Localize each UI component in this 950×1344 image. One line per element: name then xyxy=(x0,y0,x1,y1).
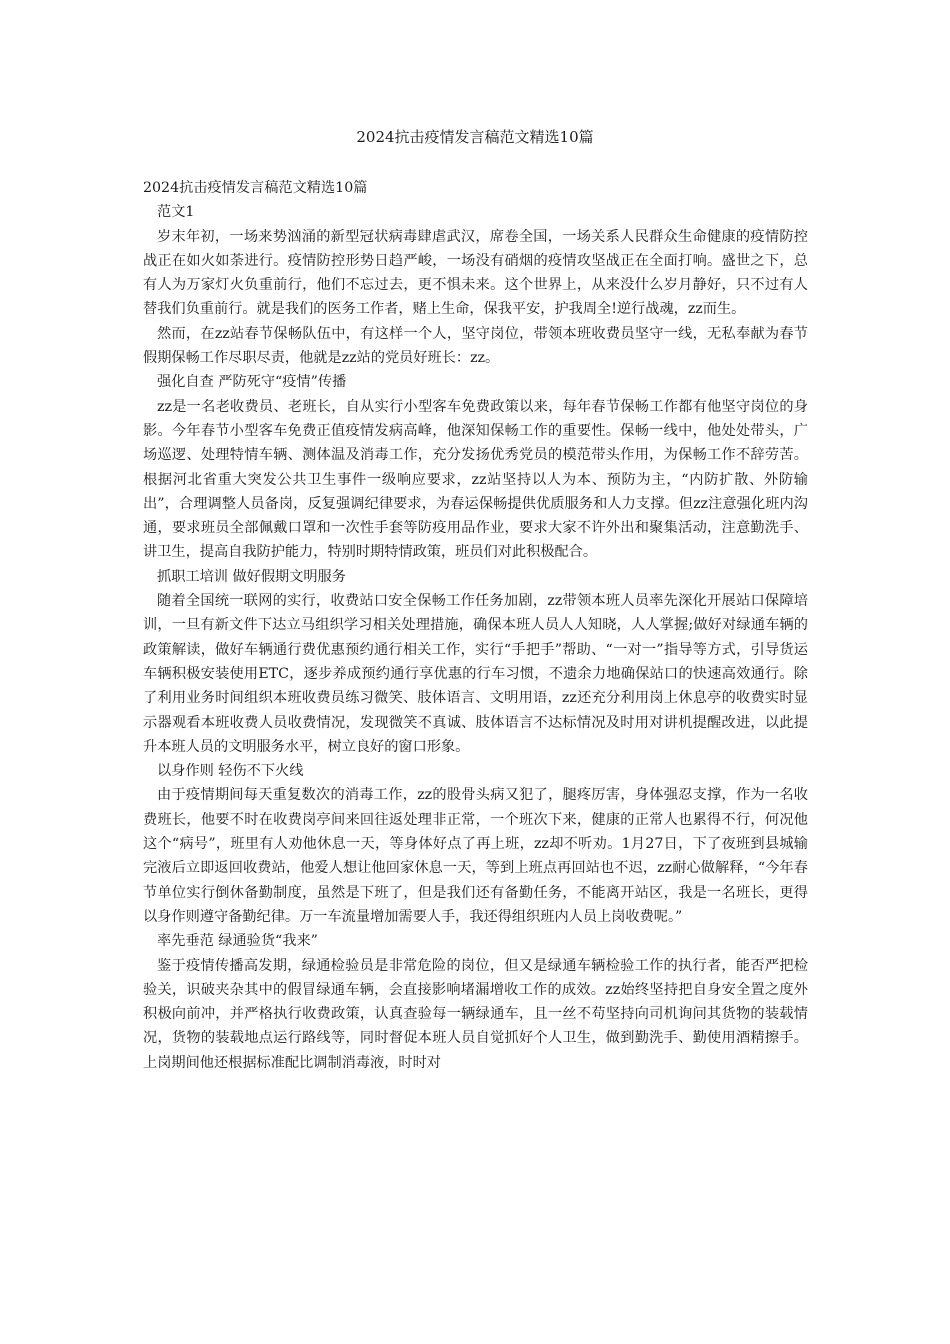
section-heading: 抓职工培训 做好假期文明服务 xyxy=(157,568,346,585)
section-heading: 强化自查 严防死守“疫情”传播 xyxy=(157,374,347,391)
section-heading: 以身作则 轻伤不下火线 xyxy=(157,763,304,780)
body-paragraph: 由于疫情期间每天重复数次的消毒工作，zz的股骨头病又犯了，腿疼厉害，身体强忍支撑，作为一名收费班长，他要不时在收费岗亭间来回往返处理非正常，一个班次下来，健康的正常人也累得不行，何况他这个“病号”，班里有人劝他休息一天，等身体好点了再上班，zz却不听劝。1月27日，下了夜班到县城输完液后立即返回收费站，他爱人想让他回家休息一天，等到上班点再回站也不迟，zz耐心做解释，“今年春节单位实行倒休备勤制度，虽然是下班了，但是我们还有备勤任务，不能离开站区，我是一名班长，更得以身作则遵守备勤纪律。万一车流量增加需要人手，我还得组织班内人员上岗收费呢。” xyxy=(143,787,808,925)
document-subtitle: 2024抗击疫情发言稿范文精选10篇 xyxy=(143,180,368,196)
section-label: 范文1 xyxy=(157,204,195,221)
document-body xyxy=(143,176,808,1075)
body-paragraph: 岁末年初，一场来势汹涌的新型冠状病毒肆虐武汉，席卷全国，一场关系人民群众生命健康的疫情防控战正在如火如荼进行。疫情防控形势日趋严峻，一场没有硝烟的疫情攻坚战正在全面打响。盛世之下，总有人为万家灯火负重前行，他们不忘过去，更不惧未来。这个世界上，从来没什么岁月静好，只不过有人替我们负重前行。就是我们的医务工作者，赌上生命，保我平安，护我周全!逆行战魂，zz而生。 xyxy=(143,228,808,318)
body-paragraph: 然而，在zz站春节保畅队伍中，有这样一个人，坚守岗位，带领本班收费员坚守一线，无私奉献为春节假期保畅工作尽职尽责，他就是zz站的党员好班长：zz。 xyxy=(143,325,808,367)
body-paragraph: zz是一名老收费员、老班长，自从实行小型客车免费政策以来，每年春节保畅工作都有他坚守岗位的身影。今年春节小型客车免费正值疫情发病高峰，他深知保畅工作的重要性。保畅一线中，他处处带头，广场巡逻、处理特情车辆、测体温及消毒工作，充分发扬优秀党员的模范带头作用，为保畅工作不辞劳苦。根据河北省重大突发公共卫生事件一级响应要求，zz站坚持以人为本、预防为主，“内防扩散、外防输出”，合理调整人员备岗，反复强调纪律要求，为春运保畅提供优质服务和人力支撑。但zz注意强化班内沟通，要求班员全部佩戴口罩和一次性手套等防疫用品作业，要求大家不许外出和聚集活动，注意勤洗手、讲卫生，提高自我防护能力，特别时期特情政策，班员们对此积极配合。 xyxy=(143,398,808,561)
document-title: 2024抗击疫情发言稿范文精选10篇 xyxy=(356,128,594,146)
section-heading: 率先垂范 绿通验货“我来” xyxy=(157,933,318,950)
body-paragraph: 鉴于疫情传播高发期，绿通检验员是非常危险的岗位，但又是绿通车辆检验工作的执行者，能否严把检验关，识破夹杂其中的假冒绿通车辆，会直接影响堵漏增收工作的成效。zz始终坚持把自身安全置之度外积极向前冲，并严格执行收费政策，认真查验每一辆绿通车，且一丝不苟坚持向司机询问其货物的装载情况，货物的装载地点运行路线等，同时督促本班人员自觉抓好个人卫生，做到勤洗手、勤使用酒精擦手。上岗期间他还根据标准配比调制消毒液，时时对 xyxy=(143,957,808,1071)
body-paragraph: 随着全国统一联网的实行，收费站口安全保畅工作任务加剧，zz带领本班人员率先深化开展站口保障培训，一旦有新文件下达立马组织学习相关处理措施，确保本班人员人人知晓，人人掌握;做好对绿通车辆的政策解读，做好车辆通行费优惠预约通行相关工作，实行“手把手”帮助、“一对一”指导等方式，引导货运车辆积极安装使用ETC，逐步养成预约通行享优惠的行车习惯，不遗余力地确保站口的快速高效通行。除了利用业务时间组织本班收费员练习微笑、肢体语言、文明用语，zz还充分利用岗上休息亭的收费实时显示器观看本班收费人员收费情况，发现微笑不真诚、肢体语言不达标情况及时用对讲机提醒改进，以此提升本班人员的文明服务水平，树立良好的窗口形象。 xyxy=(143,593,808,755)
